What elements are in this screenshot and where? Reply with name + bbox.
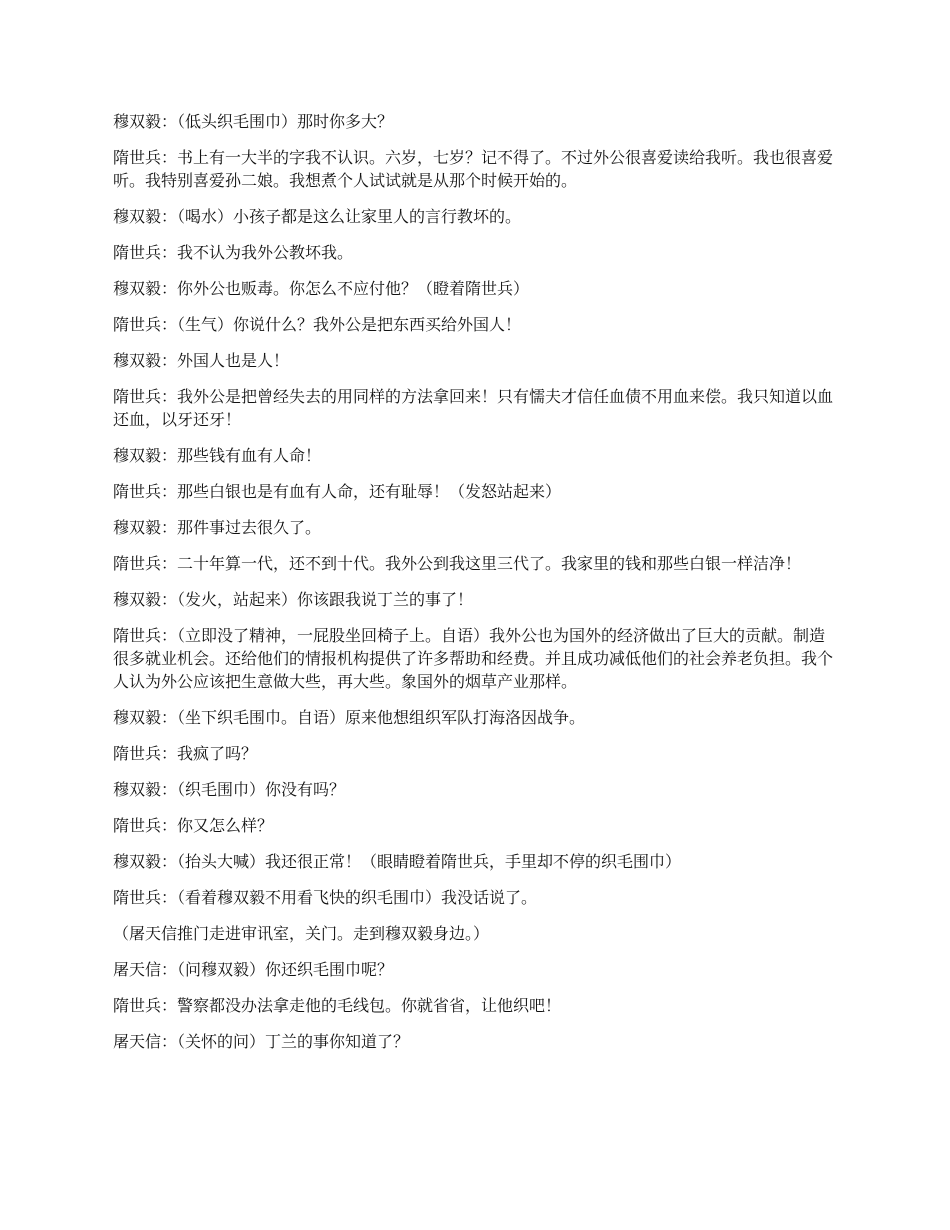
dialogue-line: 穆双毅：（喝水）小孩子都是这么让家里人的言行教坏的。: [113, 207, 522, 226]
dialogue-line: 穆双毅：（坐下织毛围巾。自语）原来他想组织军队打海洛因战争。: [113, 708, 586, 727]
dialogue-line: 屠天信：（关怀的问）丁兰的事你知道了？: [113, 1032, 410, 1051]
dialogue-line: 隋世兵：我外公是把曾经失去的用同样的方法拿回来！只有懦夫才信任血债不用血来偿。我只知道以血还血，以牙还牙！: [113, 387, 834, 429]
dialogue-line: 隋世兵：我不认为我外公教坏我。: [113, 243, 354, 262]
dialogue-line: 穆双毅：（低头织毛围巾）那时你多大？: [113, 112, 394, 131]
dialogue-line: 隋世兵：二十年算一代，还不到十代。我外公到我这里三代了。我家里的钱和那些白银一样洁净！: [113, 554, 802, 573]
dialogue-line: 隋世兵：那些白银也是有血有人命，还有耻辱！（发怒站起来）: [113, 482, 562, 501]
dialogue-line: 穆双毅：（发火，站起来）你该跟我说丁兰的事了！: [113, 590, 474, 609]
dialogue-line: 隋世兵：我疯了吗？: [113, 744, 258, 763]
dialogue-line: 穆双毅：（织毛围巾）你没有吗？: [113, 780, 346, 799]
dialogue-line: 穆双毅：（抬头大喊）我还很正常！（眼睛瞪着隋世兵，手里却不停的织毛围巾）: [113, 852, 682, 871]
dialogue-line: 隋世兵：（生气）你说什么？我外公是把东西买给外国人！: [113, 315, 522, 334]
dialogue-line: 穆双毅：那件事过去很久了。: [113, 518, 322, 537]
dialogue-line: 隋世兵：（看着穆双毅不用看飞快的织毛围巾）我没话说了。: [113, 888, 538, 907]
dialogue-line: 隋世兵：（立即没了精神，一屁股坐回椅子上。自语）我外公也为国外的经济做出了巨大的贡献。制造很多就业机会。还给他们的情报机构提供了许多帮助和经费。并且成功减低他们的社会养老负担。我个人认为外公应该把生意做大些，再大些。象国外的烟草产业那样。: [113, 626, 834, 691]
stage-direction: （屠天信推门走进审讯室，关门。走到穆双毅身边。）: [113, 924, 490, 943]
dialogue-line: 隋世兵：警察都没办法拿走他的毛线包。你就省省，让他织吧！: [113, 996, 562, 1015]
dialogue-line: 穆双毅：你外公也贩毒。你怎么不应付他？（瞪着隋世兵）: [113, 279, 530, 298]
dialogue-line: 隋世兵：你又怎么样？: [113, 816, 274, 835]
dialogue-line: 隋世兵：书上有一大半的字我不认识。六岁，七岁？记不得了。不过外公很喜爱读给我听。我也很喜爱听。我特别喜爱孙二娘。我想煮个人试试就是从那个时候开始的。: [113, 148, 834, 190]
dialogue-line: 穆双毅：外国人也是人！: [113, 351, 290, 370]
dialogue-line: 穆双毅：那些钱有血有人命！: [113, 446, 322, 465]
script-page: [113, 110, 840, 1066]
dialogue-line: 屠天信：（问穆双毅）你还织毛围巾呢？: [113, 960, 394, 979]
